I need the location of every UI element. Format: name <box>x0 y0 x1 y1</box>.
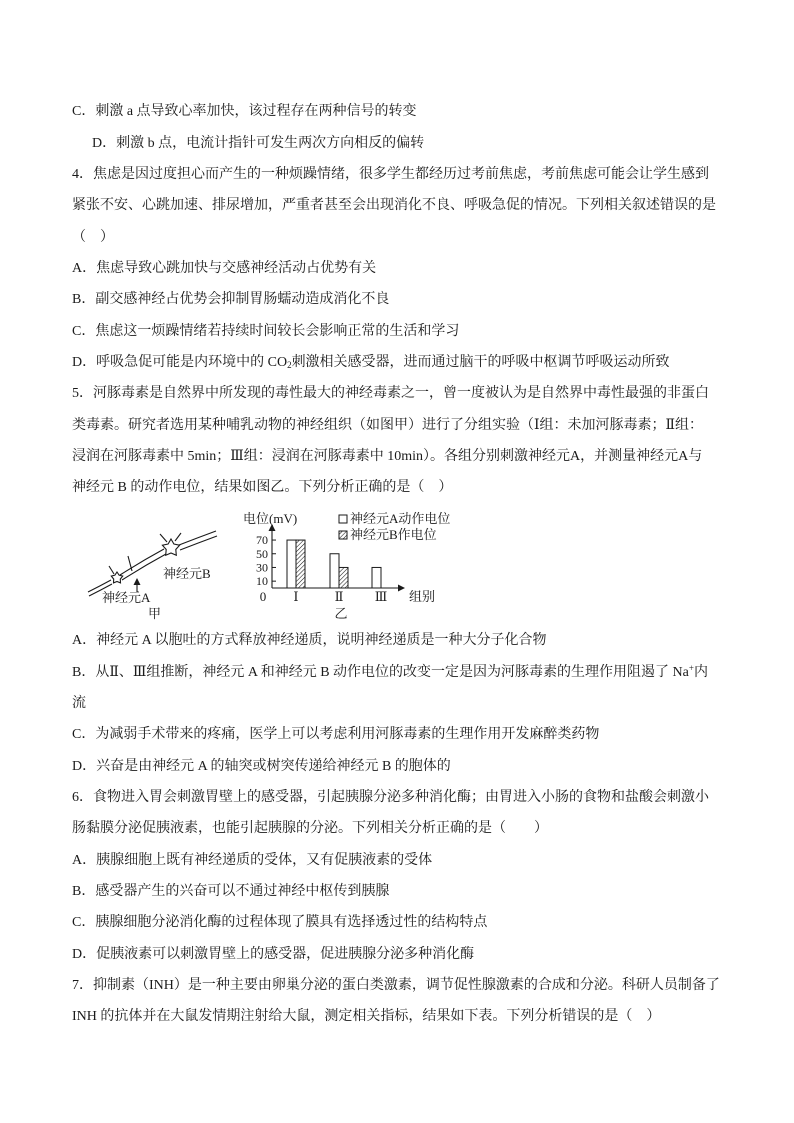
co2-subscript: 2 <box>287 360 292 371</box>
neuron-b-dendrite-2 <box>175 533 181 541</box>
legend-swatch-neuron-a <box>339 515 347 523</box>
q5-stem-line-1: 5．河豚毒素是自然界中所发现的毒性最大的神经毒素之一，曾一度被认为是自然界中毒性最强的非蛋白 <box>72 386 709 402</box>
q7-stem-line-1: 7．抑制素（INH）是一种主要由卵巢分泌的蛋白类激素，调节促性腺激素的合成和分泌。科研人员制备了 <box>72 978 720 994</box>
neuron-a-label: 神经元A <box>102 589 151 605</box>
neuron-a-axon <box>120 549 164 575</box>
y-axis-label: 电位(mV) <box>243 510 298 526</box>
q6-stem-line-1: 6．食物进入胃会刺激胃壁上的感受器，引起胰腺分泌多种消化酶；由胃进入小肠的食物和盐酸会刺激小 <box>72 789 709 805</box>
x-category-label: Ⅱ <box>334 588 344 604</box>
q5-stem-line-4: 神经元 B 的动作电位，结果如图乙。下列分析正确的是（ ） <box>72 480 453 496</box>
y-tick-label: 50 <box>256 546 268 561</box>
q6-option-a: A．胰腺细胞上既有神经递质的受体，又有促胰液素的受体 <box>72 852 433 868</box>
bar-neuron-a-group-2 <box>330 554 339 588</box>
q4-option-b: B．副交感神经占优势会抑制胃肠蠕动造成消化不良 <box>72 292 390 308</box>
y-tick-label: 70 <box>256 532 268 547</box>
q4-answer-blank: （ ） <box>72 229 114 245</box>
neuron-diagram <box>88 531 217 596</box>
q5-option-d: D．兴奋是由神经元 A 的轴突或树突传递给神经元 B 的胞体的 <box>72 758 451 774</box>
legend-label-neuron-b: 神经元B作电位 <box>350 526 437 542</box>
chart-x-categories <box>293 589 387 604</box>
na-superscript: + <box>688 662 694 673</box>
q5-option-b-continued: 流 <box>72 695 86 711</box>
q5-option-b-text: B．从Ⅱ、Ⅲ组推断，神经元 A 和神经元 B 动作电位的改变一定是因为河豚毒素的生理作用阻遏了 Na <box>72 664 689 680</box>
legend-swatch-neuron-b <box>339 531 347 539</box>
q5-option-a: A．神经元 A 以胞吐的方式释放神经递质，说明神经递质是一种大分子化合物 <box>72 633 547 649</box>
q4-option-d-text: D．呼吸急促可能是内环境中的 CO <box>72 355 288 371</box>
q5-option-c: C．为减弱手术带来的疼痛，医学上可以考虑利用河豚毒素的生理作用开发麻醉类药物 <box>72 727 600 743</box>
q5-option-b-text-rest: 内 <box>693 664 708 680</box>
q6-option-c: C．胰腺细胞分泌消化酶的过程体现了膜具有选择透过性的结构特点 <box>72 915 488 931</box>
x-category-label: Ⅰ <box>293 588 299 604</box>
q6-stem-line-2: 肠黏膜分泌促胰液素，也能引起胰腺的分泌。下列相关分析正确的是（ ） <box>72 821 548 837</box>
y-tick-label: 30 <box>256 560 268 575</box>
y-tick-label: 10 <box>256 573 268 588</box>
q3-option-d: D．刺激 b 点，电流计指针可发生两次方向相反的偏转 <box>92 135 425 151</box>
bar-chart <box>243 511 450 621</box>
page-content <box>72 96 762 1032</box>
q4-option-c: C．焦虑这一烦躁情绪若持续时间较长会影响正常的生活和学习 <box>72 323 460 339</box>
q5-figure-svg <box>0 504 794 626</box>
q4-stem-line-2: 紧张不安、心跳加速、排尿增加，严重者甚至会出现消化不良、呼吸急促的情况。下列相关叙述错误的是 <box>72 198 716 214</box>
q7-stem-line-2: INH 的抗体并在大鼠发情期注射给大鼠，测定相关指标，结果如下表。下列分析错误的是（ ） <box>72 1009 661 1025</box>
q6-option-d: D．促胰液素可以刺激胃壁上的感受器，促进胰腺分泌多种消化酶 <box>72 946 475 962</box>
q4-option-d-text-rest: 刺激相关感受器，进而通过脑干的呼吸中枢调节呼吸运动所致 <box>291 355 670 371</box>
legend-label-neuron-a: 神经元A动作电位 <box>350 510 451 526</box>
chart-bars <box>287 540 381 588</box>
q3-option-c: C．刺激 a 点导致心率加快，该过程存在两种信号的转变 <box>72 104 417 120</box>
q5-figure <box>0 504 794 626</box>
bar-neuron-a-group-3 <box>372 567 381 588</box>
neuron-b-dendrite <box>160 534 167 542</box>
neuron-b-label: 神经元B <box>163 565 211 581</box>
neuron-b-soma <box>162 539 179 555</box>
origin-label: 0 <box>259 588 267 604</box>
bar-neuron-b-group-1 <box>296 540 305 588</box>
neuron-a-dendrite <box>109 566 114 574</box>
x-axis-label: 组别 <box>409 588 436 604</box>
q5-option-b <box>72 657 762 688</box>
figure-jia-caption: 甲 <box>148 605 162 621</box>
q4-option-a: A．焦虑导致心跳加快与交感神经活动占优势有关 <box>72 261 377 277</box>
bar-neuron-a-group-1 <box>287 540 296 588</box>
q4-stem-line-1: 4．焦虑是因过度担心而产生的一种烦躁情绪，很多学生都经历过考前焦虑，考前焦虑可能会让学生感到 <box>72 166 709 182</box>
q4-option-d <box>72 347 762 378</box>
chart-y-ticks <box>256 533 276 588</box>
bar-neuron-b-group-2 <box>339 567 348 588</box>
q5-stem-line-3: 浸润在河豚毒素中 5min；Ⅲ组：浸润在河豚毒素中 10min）。各组分别刺激神经元A，并测量神经元A与 <box>72 449 703 465</box>
figure-yi-caption: 乙 <box>334 605 348 621</box>
neuron-a-soma <box>111 572 122 583</box>
q6-option-b: B．感受器产生的兴奋可以不通过神经中枢传到胰腺 <box>72 884 390 900</box>
q5-stem-line-2: 类毒素。研究者选用某种哺乳动物的神经组织（如图甲）进行了分组实验（Ⅰ组：未加河豚毒素；Ⅱ组： <box>72 417 704 433</box>
x-category-label: Ⅲ <box>374 588 388 604</box>
